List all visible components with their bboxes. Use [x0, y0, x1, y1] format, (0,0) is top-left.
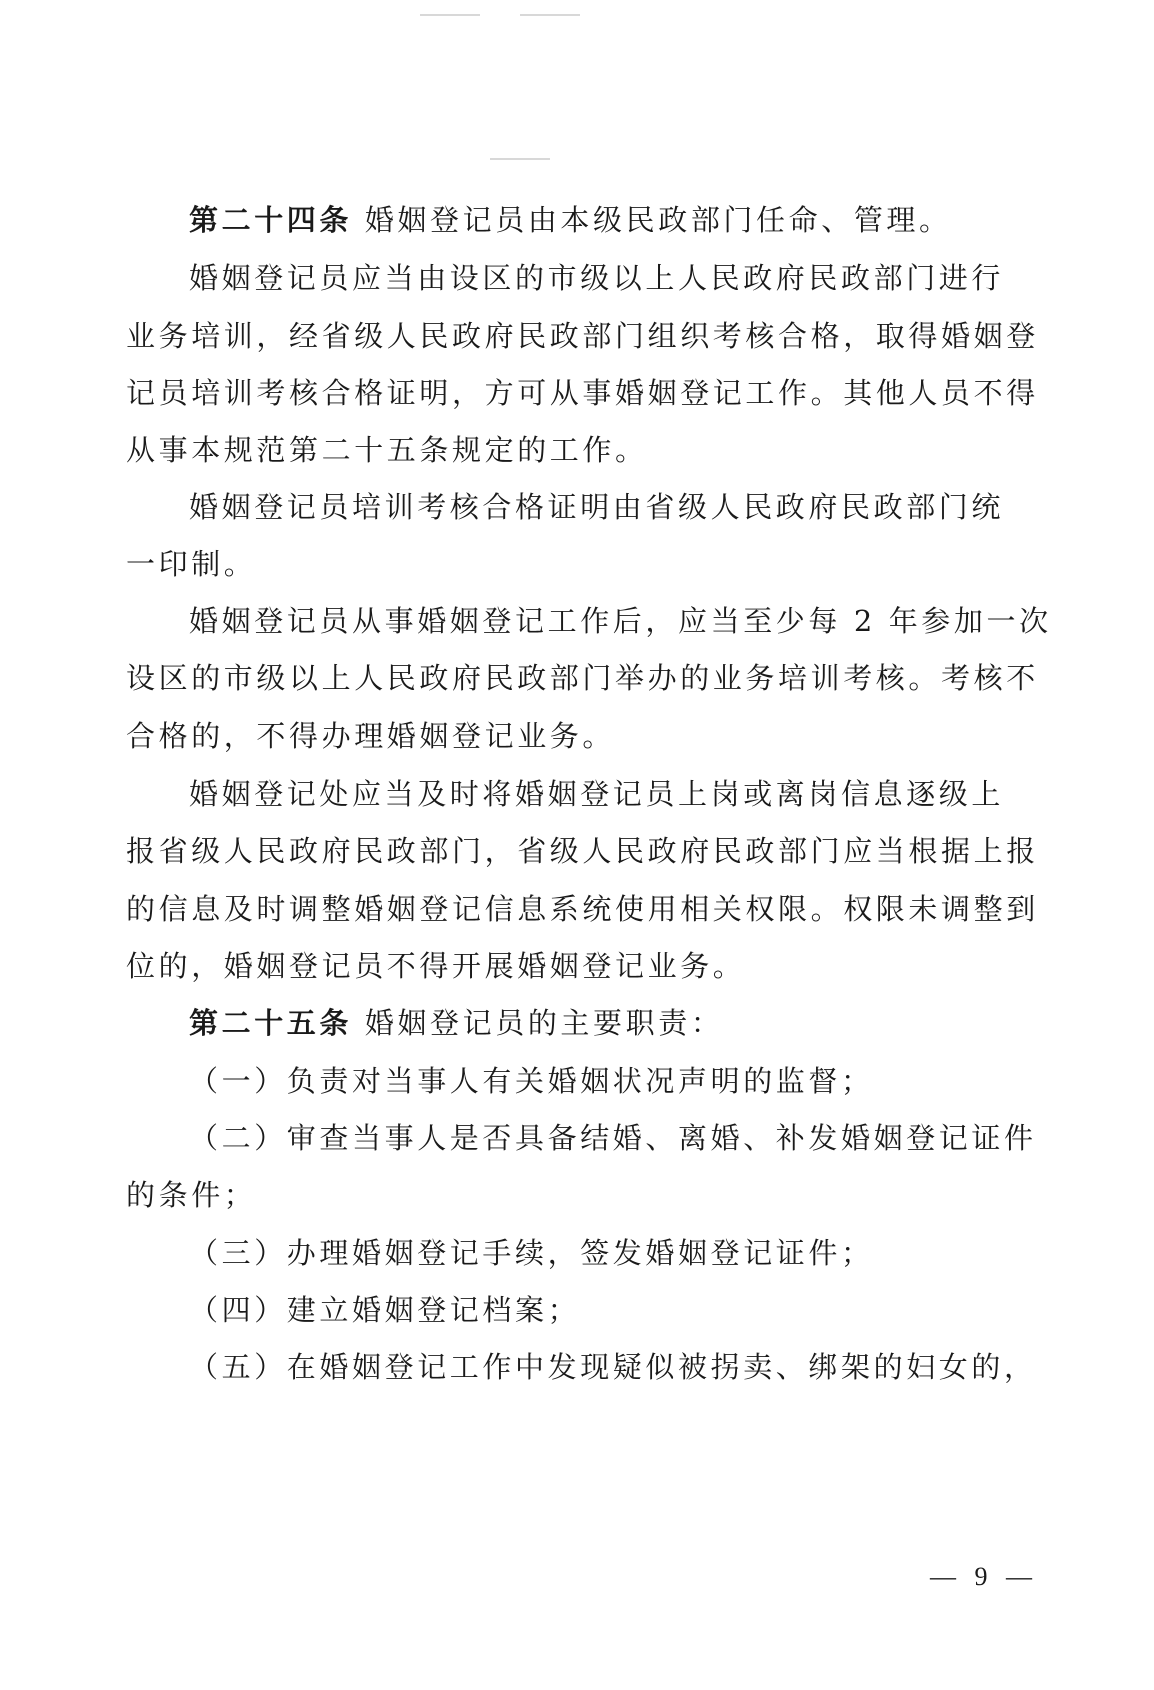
paragraph-line: 婚姻登记员应当由设区的市级以上人民政府民政部门进行 — [189, 261, 1005, 295]
paragraph-line: 合格的，不得办理婚姻登记业务。 — [126, 719, 616, 753]
duty-item-1: （一）负责对当事人有关婚姻状况声明的监督； — [189, 1064, 874, 1098]
article-25-number: 第二十五条 — [189, 1006, 353, 1040]
page-number: — 9 — — [930, 1562, 1038, 1591]
paragraph-line: 记员培训考核合格证明，方可从事婚姻登记工作。其他人员不得 — [126, 376, 1039, 410]
article-24-text: 婚姻登记员由本级民政部门任命、管理。 — [352, 203, 952, 237]
duty-item-3: （三）办理婚姻登记手续，签发婚姻登记证件； — [189, 1236, 874, 1270]
paragraph-line: 婚姻登记员从事婚姻登记工作后，应当至少每 2 年参加一次 — [189, 604, 1052, 638]
paragraph-line: 一印制。 — [126, 547, 257, 581]
duty-item-2: （二）审查当事人是否具备结婚、离婚、补发婚姻登记证件 — [189, 1121, 1037, 1155]
article-25-text: 婚姻登记员的主要职责： — [352, 1006, 724, 1040]
article-24-heading-line — [189, 200, 1089, 240]
paragraph-line: 从事本规范第二十五条规定的工作。 — [126, 433, 648, 467]
duty-item-5: （五）在婚姻登记工作中发现疑似被拐卖、绑架的妇女的， — [189, 1350, 1037, 1384]
paragraph-line: 位的，婚姻登记员不得开展婚姻登记业务。 — [126, 949, 746, 983]
paragraph-line: 报省级人民政府民政部门，省级人民政府民政部门应当根据上报 — [126, 834, 1039, 868]
paragraph-line: 业务培训，经省级人民政府民政部门组织考核合格，取得婚姻登 — [126, 319, 1039, 353]
duty-item-2-continued: 的条件； — [126, 1178, 257, 1212]
scan-artifact — [490, 158, 550, 160]
scan-artifact — [520, 14, 580, 16]
paragraph-line: 婚姻登记员培训考核合格证明由省级人民政府民政部门统 — [189, 490, 1005, 524]
paragraph-line: 的信息及时调整婚姻登记信息系统使用相关权限。权限未调整到 — [126, 892, 1039, 926]
paragraph-line: 设区的市级以上人民政府民政部门举办的业务培训考核。考核不 — [126, 661, 1039, 695]
article-25-heading-line — [189, 1003, 1089, 1043]
paragraph-line: 婚姻登记处应当及时将婚姻登记员上岗或离岗信息逐级上 — [189, 777, 1005, 811]
duty-item-4: （四）建立婚姻登记档案； — [189, 1293, 581, 1327]
scan-artifact — [420, 14, 480, 16]
article-24-number: 第二十四条 — [189, 203, 353, 237]
